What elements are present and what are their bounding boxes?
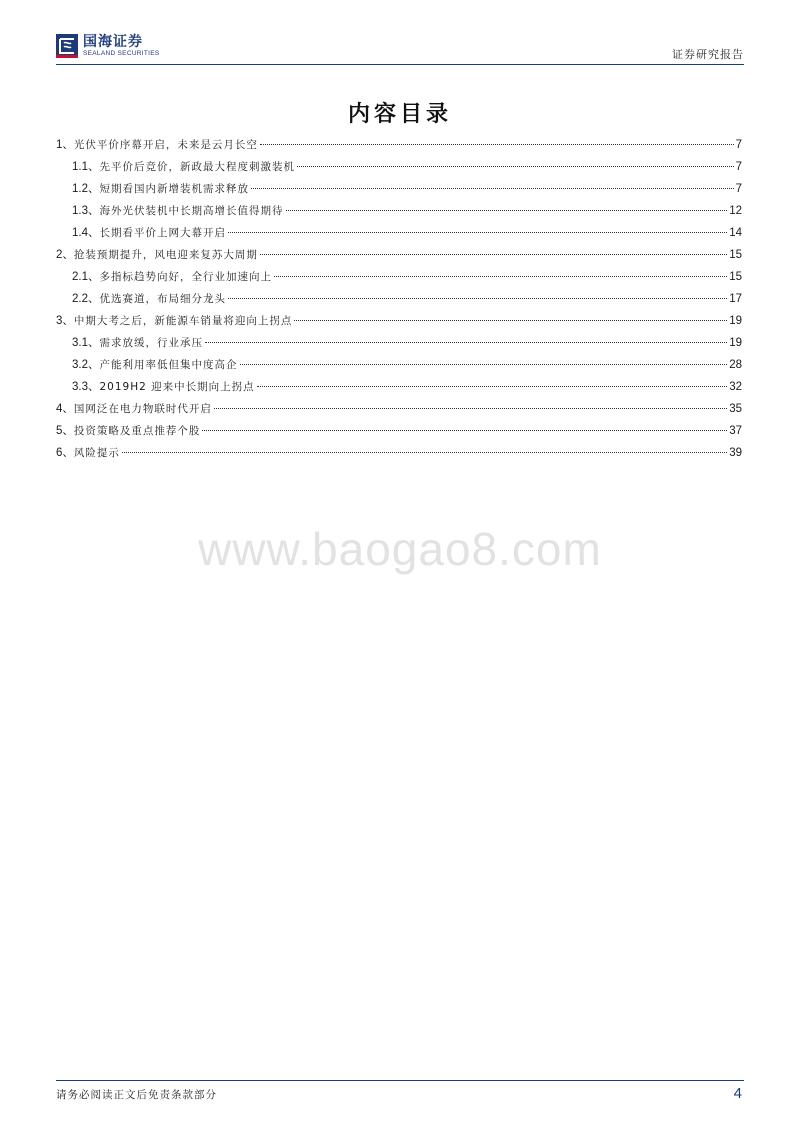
toc-leader-dots [228,298,727,299]
toc-leader-dots [214,408,727,409]
toc-leader-dots [240,364,728,365]
toc-entry-page: 15 [729,249,742,261]
toc-entry-number: 1.4、 [72,227,100,239]
toc-entry-label: 风险提示 [73,447,120,459]
brand-name-en: SEALAND SECURITIES [83,50,160,57]
toc-entry-number: 1、 [56,139,74,151]
toc-entry-number: 4、 [56,403,74,415]
toc-entry-label: 短期看国内新增装机需求释放 [99,183,249,195]
toc-entry-page: 15 [729,271,742,283]
toc-entry-label: 多指标趋势向好，全行业加速向上 [99,271,272,283]
toc-leader-dots [122,452,727,453]
toc-entry-number: 1.3、 [72,205,100,217]
toc-entry[interactable] [56,178,742,200]
toc-leader-dots [257,386,728,387]
toc-leader-dots [228,232,727,233]
toc-leader-dots [294,320,727,321]
toc-entry-number: 2.2、 [72,293,100,305]
toc-entry-number: 5、 [56,425,74,437]
toc-leader-dots [260,144,734,145]
toc-entry-label: 产能利用率低但集中度高企 [99,359,238,371]
toc-entry-label: 海外光伏装机中长期高增长值得期待 [99,205,284,217]
report-type-label: 证券研究报告 [672,48,744,61]
toc-entry-label: 抢装预期提升，风电迎来复苏大周期 [73,249,258,261]
brand-text [83,35,160,58]
toc-entry-number: 3.2、 [72,359,100,371]
toc-entry-label: 长期看平价上网大幕开启 [99,227,226,239]
toc-leader-dots [205,342,727,343]
toc-entry-number: 1.1、 [72,161,100,173]
page-footer [56,1080,744,1102]
toc-entry[interactable] [56,222,742,244]
toc-entry[interactable] [56,244,742,266]
toc-leader-dots [251,188,734,189]
toc-entry-page: 32 [729,381,742,393]
toc-entry[interactable] [56,420,742,442]
toc-entry-page: 7 [735,183,742,195]
toc-entry-label: 投资策略及重点推荐个股 [73,425,201,437]
toc-leader-dots [260,254,727,255]
toc-entry-page: 35 [729,403,742,415]
toc-entry-label: 国网泛在电力物联时代开启 [73,403,212,415]
toc-entry[interactable] [56,310,742,332]
toc-entry-page: 7 [735,139,742,151]
toc-entry-number: 3、 [56,315,74,327]
toc-entry[interactable] [56,354,742,376]
toc-entry-number: 3.1、 [72,337,100,349]
toc-entry[interactable] [56,134,742,156]
toc-leader-dots [297,166,734,167]
toc-title: 内容目录 [347,102,452,127]
toc-entry-number: 2、 [56,249,74,261]
watermark: www.baogao8.com [198,523,602,575]
toc-entry-number: 2.1、 [72,271,100,283]
toc-entry[interactable] [56,332,742,354]
brand-logo [56,34,160,58]
page-number: 4 [733,1085,742,1102]
toc-entry-page: 19 [729,337,742,349]
toc-entry[interactable] [56,200,742,222]
toc-entry-page: 7 [735,161,742,173]
toc-entry-label: 2019H2 迎来中长期向上拐点 [99,381,255,393]
toc-entry-page: 37 [729,425,742,437]
toc-entry-label: 光伏平价序幕开启，未来是云月长空 [73,139,258,151]
table-of-contents [56,134,742,464]
disclaimer-text: 请务必阅读正文后免责条款部分 [56,1089,217,1101]
toc-entry-number: 3.3、 [72,381,100,393]
toc-entry-number: 6、 [56,447,74,459]
toc-entry-page: 19 [729,315,742,327]
toc-leader-dots [274,276,727,277]
toc-entry[interactable] [56,398,742,420]
toc-entry-number: 1.2、 [72,183,100,195]
toc-entry-page: 12 [729,205,742,217]
toc-entry[interactable] [56,156,742,178]
page-header [56,34,744,65]
toc-entry-page: 28 [729,359,742,371]
toc-entry-label: 中期大考之后，新能源车销量将迎向上拐点 [73,315,293,327]
toc-leader-dots [202,430,727,431]
toc-entry[interactable] [56,442,742,464]
toc-entry-page: 17 [729,293,742,305]
toc-entry[interactable] [56,288,742,310]
toc-entry[interactable] [56,266,742,288]
toc-leader-dots [286,210,728,211]
toc-entry-label: 先平价后竞价，新政最大程度刺激装机 [99,161,295,173]
sealand-logo-icon [56,34,78,58]
toc-entry[interactable] [56,376,742,398]
brand-name-cn: 国海证券 [83,34,143,50]
toc-entry-page: 39 [729,447,742,459]
toc-entry-label: 需求放缓，行业承压 [99,337,203,349]
toc-entry-page: 14 [729,227,742,239]
toc-entry-label: 优选赛道，布局细分龙头 [99,293,226,305]
